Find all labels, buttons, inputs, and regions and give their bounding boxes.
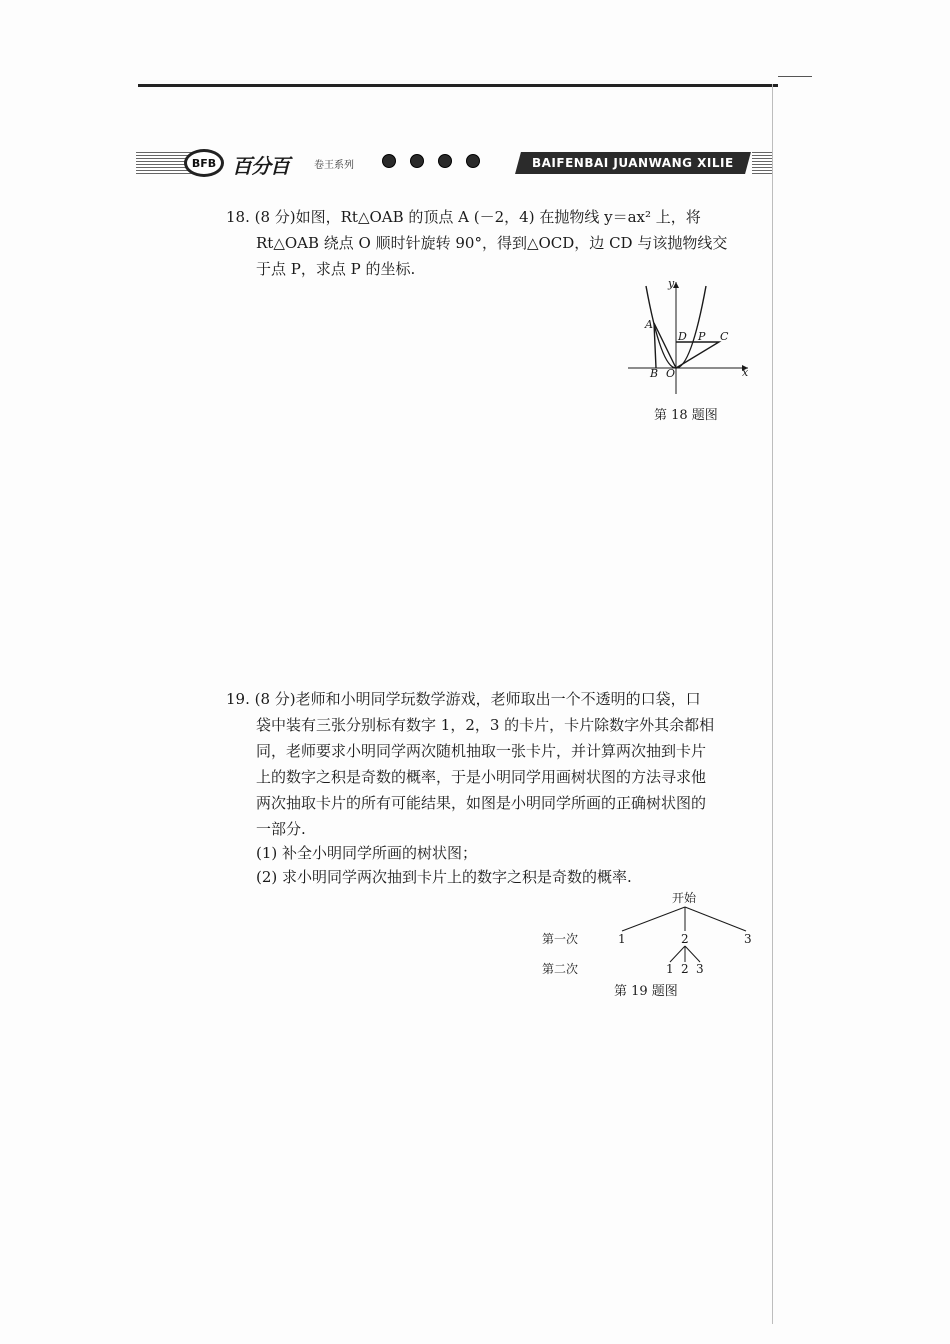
tree-root: 开始 <box>672 891 697 905</box>
label-P: P <box>698 330 706 343</box>
tree-diagram <box>530 886 770 982</box>
q19-line: (1) 补全小明同学所画的树状图； <box>256 844 478 862</box>
header-dot <box>410 154 424 168</box>
top-rule-tail <box>778 76 812 77</box>
tree-node-first: 2 <box>681 932 689 946</box>
q19-line: 同，老师要求小明同学两次随机抽取一张卡片，并计算两次抽到卡片 <box>256 742 707 760</box>
label-D: D <box>678 330 687 343</box>
q19-figure-caption: 第 19 题图 <box>614 984 678 999</box>
header-dot <box>438 154 452 168</box>
tree-node-first: 1 <box>618 932 626 946</box>
row-label-first: 第一次 <box>542 932 579 946</box>
triangle-OCD <box>676 342 719 368</box>
q19-line: 一部分. <box>256 820 306 838</box>
label-C: C <box>720 330 729 343</box>
triangle-OAB <box>654 323 676 368</box>
logo-text: BFB <box>191 156 217 170</box>
series-name: 卷王系列 <box>314 160 354 171</box>
logo <box>184 149 224 177</box>
header-hatch-right <box>752 152 772 174</box>
header-banner <box>515 152 751 174</box>
tree-node-second: 3 <box>696 962 704 976</box>
q19-line: 袋中装有三张分别标有数字 1，2，3 的卡片，卡片除数字外其余都相 <box>256 716 715 734</box>
label-B: B <box>650 367 659 380</box>
q18-line: 于点 P，求点 P 的坐标. <box>256 260 416 278</box>
tree-branch <box>685 907 746 931</box>
row-label-second: 第二次 <box>542 962 579 976</box>
brand-name: 百分百 <box>232 154 289 178</box>
tree-node-second: 2 <box>681 962 689 976</box>
label-A: A <box>645 318 653 331</box>
header-band <box>136 148 772 178</box>
label-y: y <box>668 277 675 290</box>
banner-text: BAIFENBAI JUANWANG XILIE <box>532 156 734 170</box>
tree-branch <box>670 946 685 962</box>
q19-line: 上的数字之积是奇数的概率，于是小明同学用画树状图的方法寻求他 <box>256 768 707 786</box>
q19-line: 两次抽取卡片的所有可能结果，如图是小明同学所画的正确树状图的 <box>256 794 707 812</box>
q18-figure-caption: 第 18 题图 <box>654 408 718 423</box>
q19-line: (2) 求小明同学两次抽到卡片上的数字之积是奇数的概率. <box>256 868 632 886</box>
q19-line: 19. (8 分)老师和小明同学玩数学游戏，老师取出一个不透明的口袋，口 <box>226 690 701 708</box>
label-x: x <box>742 366 749 379</box>
tree-branch <box>622 907 685 931</box>
tree-node-second: 1 <box>666 962 674 976</box>
page-edge <box>772 84 773 1324</box>
top-rule <box>138 84 778 87</box>
label-O: O <box>666 367 676 380</box>
q18-line: Rt△OAB 绕点 O 顺时针旋转 90°，得到△OCD，边 CD 与该抛物线交 <box>256 234 728 252</box>
header-dot <box>466 154 480 168</box>
q18-figure <box>620 276 760 396</box>
q18-line: 18. (8 分)如图，Rt△OAB 的顶点 A (－2，4) 在抛物线 y＝ax² 上，将 <box>226 208 701 226</box>
tree-node-first: 3 <box>744 932 752 946</box>
tree-branch <box>685 946 700 962</box>
header-dot <box>382 154 396 168</box>
